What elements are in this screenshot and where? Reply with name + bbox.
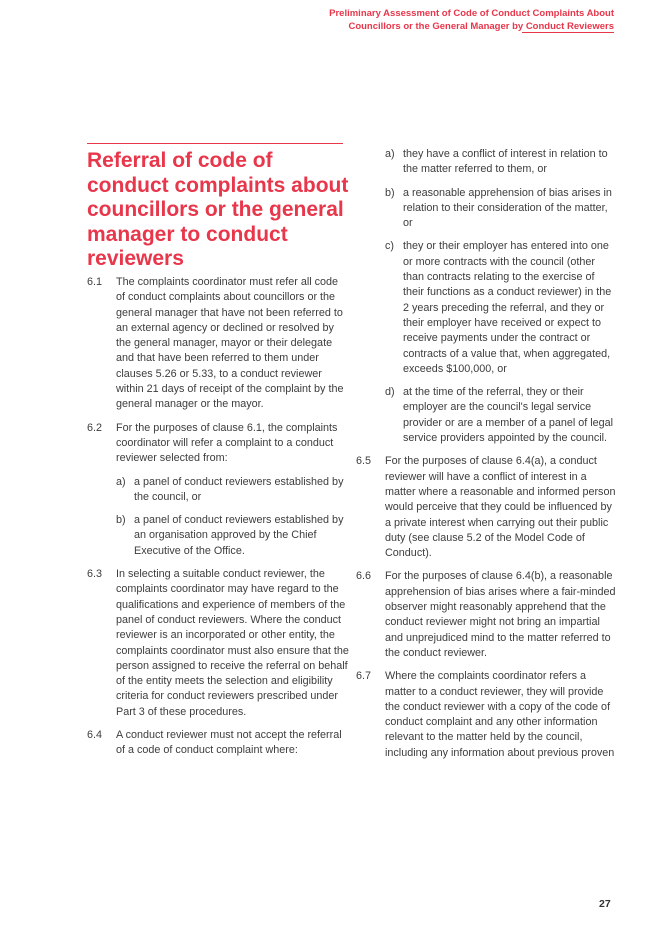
header-divider bbox=[522, 32, 614, 33]
sub-clause-6-4-c bbox=[385, 239, 618, 377]
clause-text: Where the complaints coordinator refers a matter to a conduct reviewer, they will provide the conduct reviewer with a copy of the code of conduct complaint and any other information relevant to the matter held by the council, including any information about previous proven bbox=[385, 670, 615, 759]
running-header bbox=[329, 7, 614, 33]
sub-clause-6-4-d bbox=[385, 385, 618, 446]
sub-clause-6-2-a bbox=[116, 475, 349, 506]
clause-6-4 bbox=[87, 728, 349, 759]
clause-number: 6.7 bbox=[356, 670, 372, 683]
title-divider bbox=[87, 143, 343, 144]
sub-clause-text: at the time of the referral, they or their employer are the council's legal service provider or are a member of a panel of legal service providers appointed by the council. bbox=[403, 386, 614, 445]
sub-clause-6-4-b bbox=[385, 186, 618, 232]
clause-6-5 bbox=[356, 454, 618, 561]
sub-clause-label: a) bbox=[385, 148, 395, 160]
clause-text: For the purposes of clause 6.4(a), a conduct reviewer will have a conflict of interest in a matter where a reasonable and informed person would perceive that they could be influenced by a private interest when carrying out their public duty (see clause 5.2 of the Model Code of Conduct). bbox=[385, 455, 616, 560]
section-title: Referral of code of conduct complaints about councillors or the general manager to conduct reviewers bbox=[87, 149, 349, 270]
sub-clause-label: b) bbox=[385, 186, 395, 199]
clause-6-6 bbox=[356, 569, 618, 661]
page-number: 27 bbox=[599, 898, 611, 910]
running-header-line-1: Preliminary Assessment of Code of Conduct Complaints About bbox=[329, 8, 614, 19]
sub-clause-label: d) bbox=[385, 386, 395, 399]
sub-clause-text: a panel of conduct reviewers established by an organisation approved by the Chief Executive of the Office. bbox=[134, 514, 344, 557]
right-column bbox=[356, 147, 618, 769]
clause-number: 6.3 bbox=[87, 568, 103, 581]
sub-clause-text: a reasonable apprehension of bias arises in relation to their consideration of the matter, or bbox=[403, 186, 612, 230]
clause-text: The complaints coordinator must refer all code of conduct complaints about councillors or the general manager that have not been referred to an external agency or declined or resolved by the general manager, mayor or their delegate and that have been referred to them under clauses 5.26 or 5.33, to a conduct reviewer within 21 days of receipt of the complaint by the general manager or the mayor. bbox=[116, 276, 344, 411]
clause-text: In selecting a suitable conduct reviewer, the complaints coordinator may have regard to the qualifications and experience of members of the panel of conduct reviewers. Where the conduct reviewer is an incorporated or other entity, the complaints coordinator must also ensure that the person assigned to receive the referral on behalf of the entity meets the selection and eligibility criteria for conduct reviewers prescribed under Part 3 of these procedures. bbox=[116, 568, 349, 718]
clause-6-1 bbox=[87, 275, 349, 413]
clause-number: 6.1 bbox=[87, 276, 103, 288]
clause-number: 6.6 bbox=[356, 570, 372, 583]
clause-text: For the purposes of clause 6.4(b), a reasonable apprehension of bias arises where a fair-minded observer might reasonably apprehend that the conduct reviewer might not bring an impartial and unprejudiced mind to the matter referred to the conduct reviewer. bbox=[385, 570, 616, 659]
sub-clause-label: c) bbox=[385, 240, 394, 253]
sub-clause-text: they have a conflict of interest in relation to the matter referred to them, or bbox=[403, 148, 608, 176]
sub-clause-label: b) bbox=[116, 514, 126, 527]
sub-clause-6-4-a bbox=[385, 147, 618, 178]
clause-text: For the purposes of clause 6.1, the complaints coordinator will refer a complaint to a conduct reviewer selected from: bbox=[116, 421, 338, 465]
running-header-line-2: Councillors or the General Manager by Conduct Reviewers bbox=[348, 21, 614, 32]
left-column bbox=[87, 275, 349, 767]
sub-clause-text: they or their employer has entered into one or more contracts with the council (other than contracts relating to the exercise of their functions as a conduct reviewer) in the 2 years preceding the referral, and they or their employer have received or expect to receive payments under the contract or contracts of a value that, when aggregated, exceeds $100,000, or bbox=[403, 240, 612, 375]
clause-6-7 bbox=[356, 669, 618, 761]
clause-6-3 bbox=[87, 567, 349, 720]
clause-number: 6.4 bbox=[87, 729, 103, 742]
clause-number: 6.2 bbox=[87, 421, 103, 434]
clause-6-2 bbox=[87, 421, 349, 559]
clause-number: 6.5 bbox=[356, 455, 372, 468]
sub-clause-6-2-b bbox=[116, 513, 349, 559]
sub-clause-label: a) bbox=[116, 475, 126, 488]
clause-text: A conduct reviewer must not accept the referral of a code of conduct complaint where: bbox=[116, 729, 342, 757]
sub-clause-text: a panel of conduct reviewers established by the council, or bbox=[134, 475, 344, 503]
